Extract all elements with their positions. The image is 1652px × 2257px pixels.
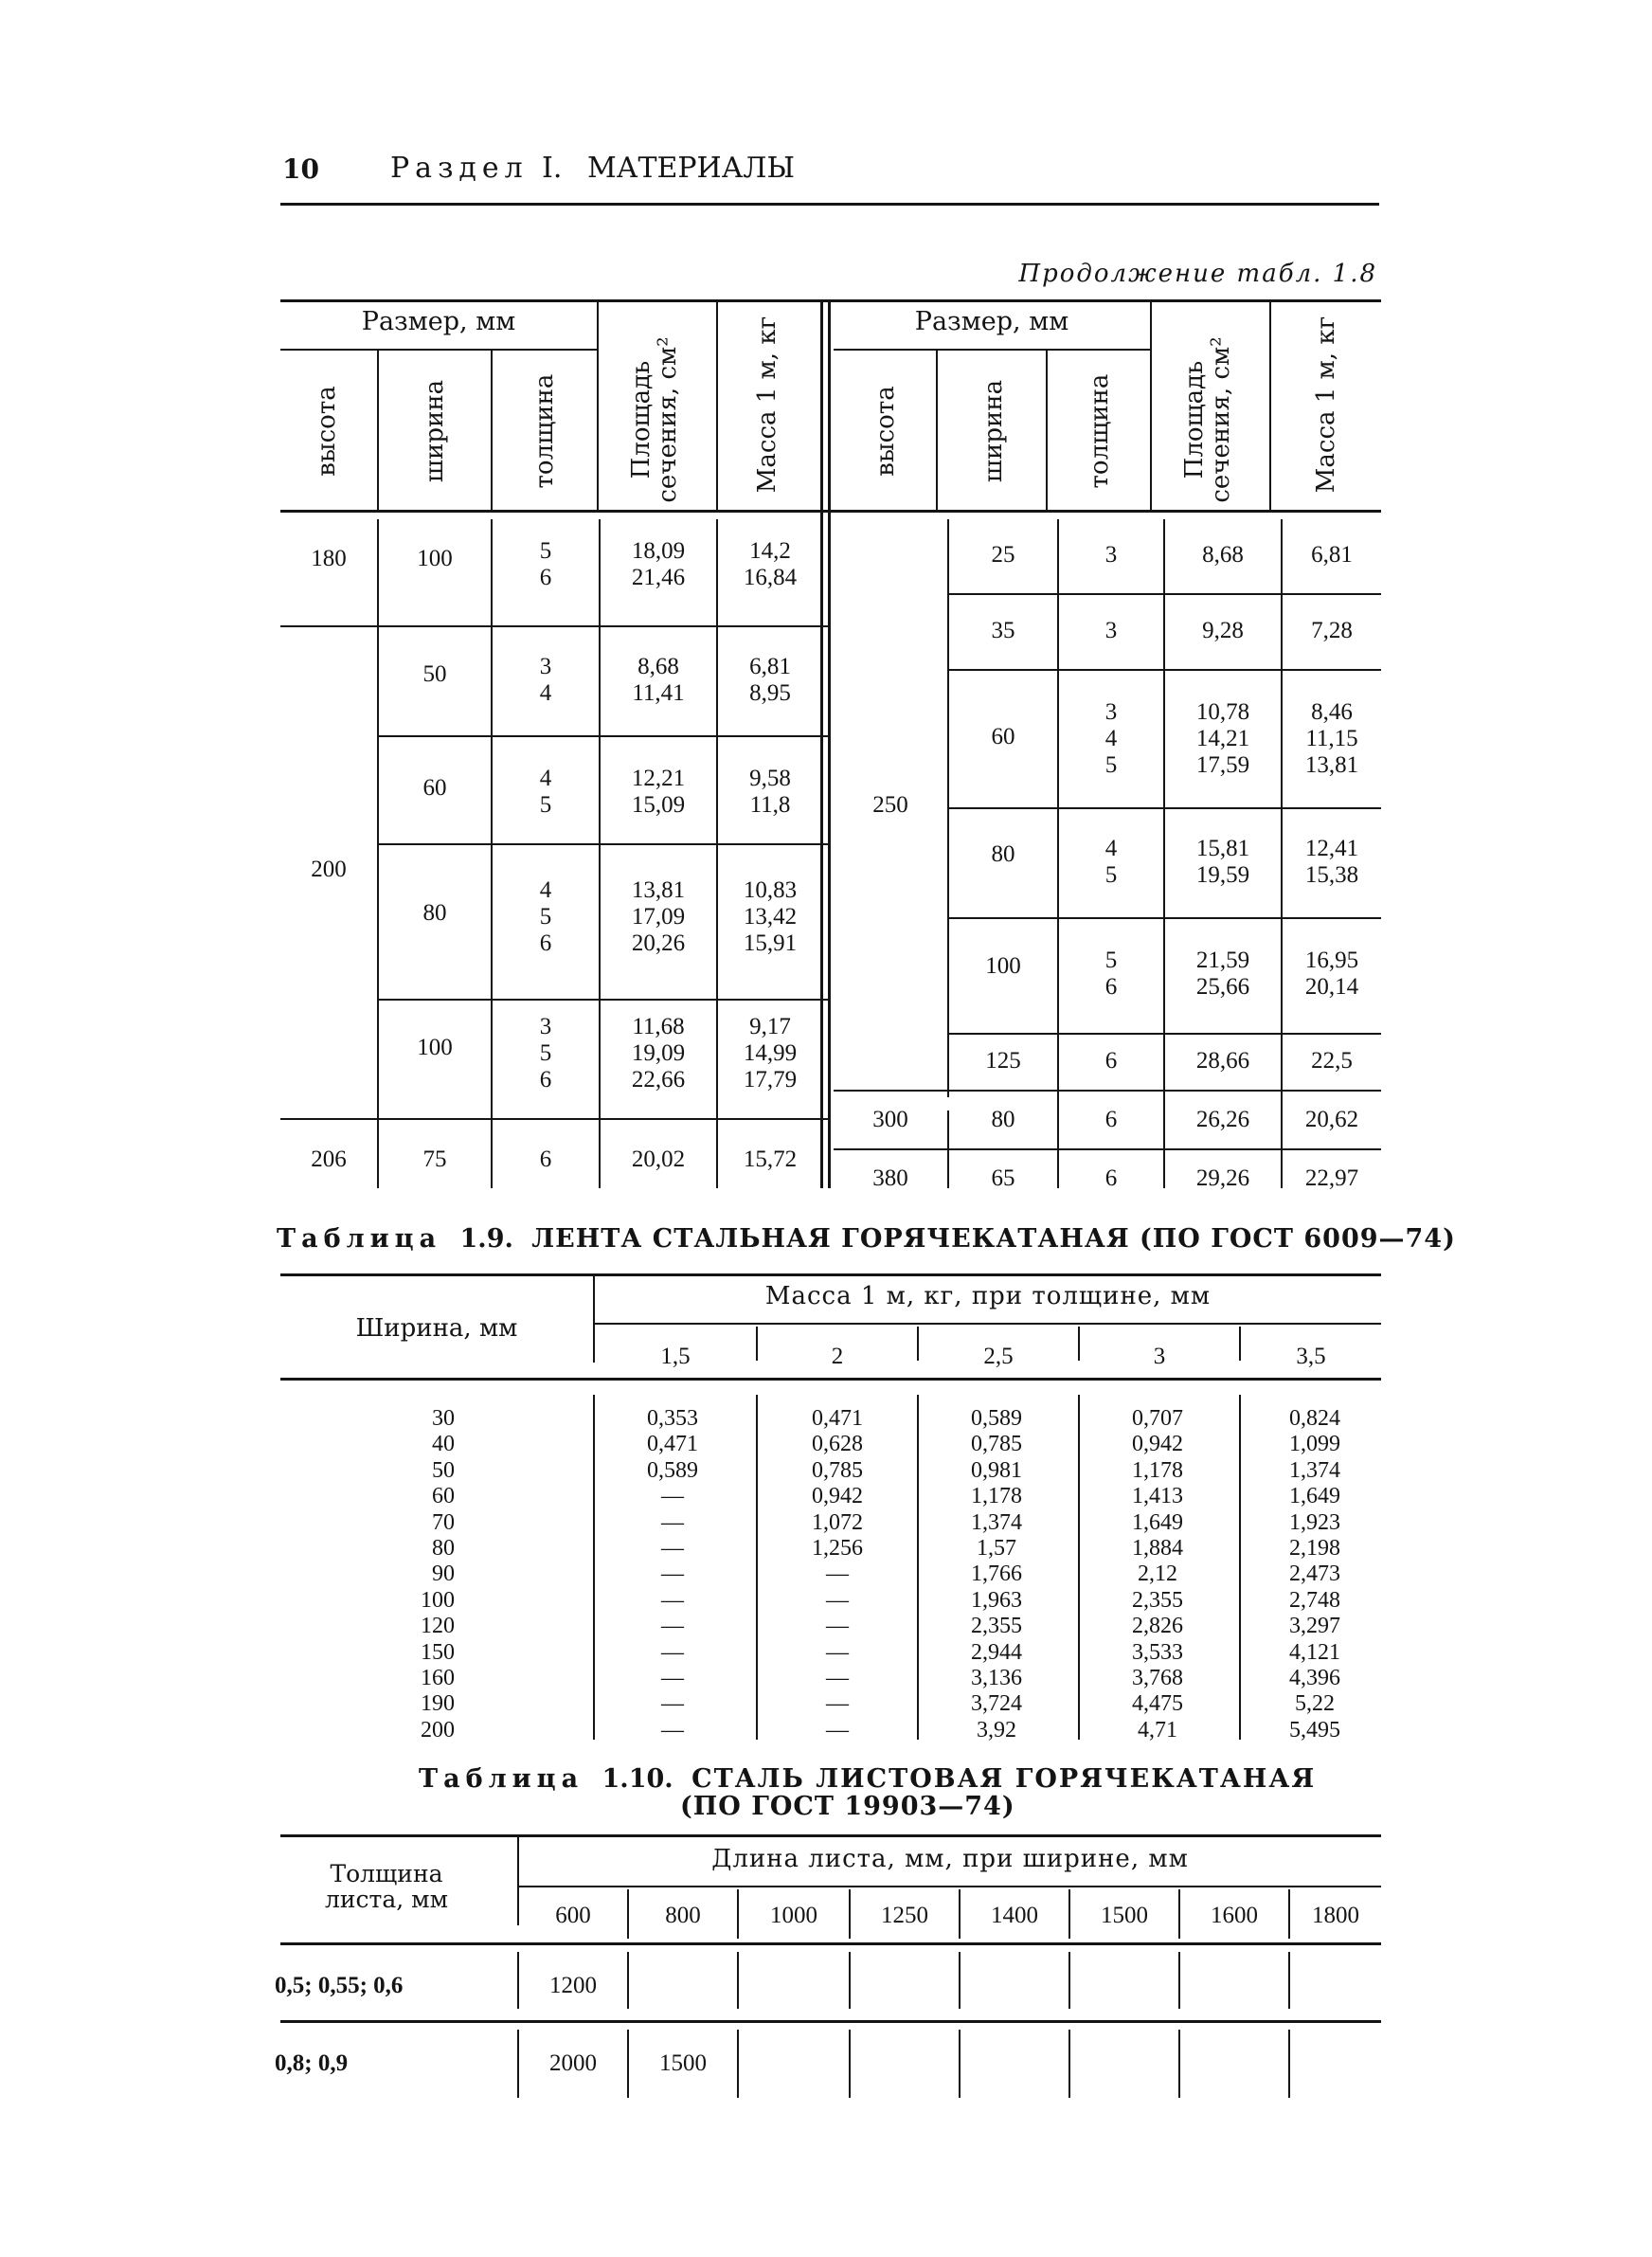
cell-area: 29,26 <box>1195 1165 1250 1191</box>
cell-thickness: 6 <box>1104 1165 1118 1191</box>
cell-area: 21,59 25,66 <box>1195 948 1250 1000</box>
table110-title-line2: (ПО ГОСТ 19903—74) <box>680 1792 1015 1821</box>
header-rule <box>280 203 1379 206</box>
cell-thickness: 0,5; 0,55; 0,6 <box>275 1973 404 1998</box>
t19-width-header: Ширина, мм <box>355 1314 518 1343</box>
cell-thickness: 3 <box>1104 542 1118 568</box>
t18-col-mass-right: Масса 1 м, кг <box>1312 316 1340 494</box>
cell-width: 80 <box>991 841 1015 867</box>
page-number: 10 <box>282 153 319 185</box>
cell-thickness: 4 5 <box>539 766 552 818</box>
t110-width-1500: 1500 <box>1101 1903 1148 1928</box>
cell-width: 100 <box>985 953 1021 979</box>
cell-600: 2000 <box>549 2050 597 2076</box>
cell-thickness: 3 4 <box>539 654 552 706</box>
cell-mass: 15,72 <box>743 1147 798 1172</box>
cell-mass: 10,83 13,42 15,91 <box>743 877 798 956</box>
t110-width-1000: 1000 <box>770 1903 817 1928</box>
cell-thickness: 5 6 <box>1104 948 1118 1000</box>
t19-thickness-2: 2 <box>831 1344 844 1369</box>
cell-width: 50 <box>422 661 447 687</box>
t19-col-3-5: 0,824 1,099 1,374 1,649 1,923 2,198 2,473 2,748 3,297 4,121 4,396 5,22 5,495 <box>1289 1406 1340 1742</box>
table110-label: Таблица <box>419 1764 584 1794</box>
t18-col-mass-left: Масса 1 м, кг <box>753 316 781 494</box>
cell-area: 8,68 <box>1202 542 1244 568</box>
table18-continuation: Продолжение табл. 1.8 <box>1018 260 1377 288</box>
cell-area: 18,09 21,46 <box>631 538 686 590</box>
t18-col-height-left: высота <box>313 386 341 477</box>
table19-title: ЛЕНТА СТАЛЬНАЯ ГОРЯЧЕКАТАНАЯ (ПО ГОСТ 6009—74) <box>531 1224 1456 1254</box>
t18-col-area-right: Площадь сечения, см² <box>1180 336 1235 503</box>
cell-width: 75 <box>422 1147 447 1172</box>
cell-mass: 9,58 11,8 <box>749 766 791 818</box>
t18-size-header-left: Размер, мм <box>361 307 516 336</box>
cell-area: 11,68 19,09 22,66 <box>631 1014 686 1092</box>
table110-caption <box>419 1764 1317 1821</box>
cell-mass: 22,97 <box>1304 1165 1359 1191</box>
cell-thickness: 3 5 6 <box>539 1014 552 1092</box>
section-number: I. <box>542 152 563 185</box>
table19-caption <box>277 1224 1456 1254</box>
cell-height: 180 <box>311 546 347 571</box>
cell-area: 13,81 17,09 20,26 <box>631 877 686 956</box>
cell-area: 9,28 <box>1202 618 1244 643</box>
section-word: Раздел <box>390 152 529 185</box>
t110-thickness-header: Толщина листа, мм <box>324 1860 449 1913</box>
t18-col-thick-left: толщина <box>530 373 559 489</box>
cell-thickness: 4 5 6 <box>539 877 552 956</box>
t19-col-3: 0,707 0,942 1,178 1,413 1,649 1,884 2,12 2,355 2,826 3,533 3,768 4,475 4,71 <box>1132 1406 1183 1742</box>
t19-mass-header: Масса 1 м, кг, при толщине, мм <box>764 1282 1212 1310</box>
cell-width: 65 <box>991 1165 1015 1191</box>
cell-mass: 22,5 <box>1311 1048 1353 1074</box>
cell-800: 1500 <box>659 2050 707 2076</box>
t110-length-header: Длина листа, мм, при ширине, мм <box>711 1845 1189 1873</box>
cell-height: 380 <box>872 1165 908 1191</box>
table19-label: Таблица <box>277 1224 442 1254</box>
cell-thickness: 6 <box>1104 1107 1118 1132</box>
t18-col-height-right: высота <box>871 386 900 477</box>
t18-col-width-right: ширина <box>979 379 1008 483</box>
t18-col-area-left: Площадь сечения, см² <box>627 336 682 503</box>
t110-width-1800: 1800 <box>1312 1903 1359 1928</box>
cell-width: 25 <box>991 542 1015 568</box>
cell-width: 100 <box>417 546 453 571</box>
cell-width: 60 <box>422 775 447 801</box>
t18-col-width-left: ширина <box>421 379 449 483</box>
cell-area: 15,81 19,59 <box>1195 836 1250 888</box>
cell-mass: 6,81 8,95 <box>749 654 791 706</box>
cell-width: 100 <box>417 1035 453 1060</box>
table110-number: 1.10. <box>602 1764 673 1794</box>
t19-col-2-5: 0,589 0,785 0,981 1,178 1,374 1,57 1,766 1,963 2,355 2,944 3,136 3,724 3,92 <box>971 1406 1022 1742</box>
cell-mass: 12,41 15,38 <box>1304 836 1359 888</box>
cell-600: 1200 <box>549 1973 597 1998</box>
t19-col-1-5: 0,353 0,471 0,589 — — — — — — — — — — <box>647 1406 698 1742</box>
cell-thickness: 5 6 <box>539 538 552 590</box>
cell-height: 300 <box>872 1107 908 1132</box>
cell-thickness: 4 5 <box>1104 836 1118 888</box>
cell-height: 250 <box>872 792 908 818</box>
section-title: МАТЕРИАЛЫ <box>587 152 795 185</box>
table110-title-line1: СТАЛЬ ЛИСТОВАЯ ГОРЯЧЕКАТАНАЯ <box>691 1764 1317 1794</box>
cell-thickness: 3 4 5 <box>1104 699 1118 778</box>
cell-mass: 16,95 20,14 <box>1304 948 1359 1000</box>
cell-area: 12,21 15,09 <box>631 766 686 818</box>
t110-width-800: 800 <box>665 1903 701 1928</box>
t19-thickness-3: 3 <box>1153 1344 1166 1369</box>
cell-width: 60 <box>991 724 1015 749</box>
cell-thickness: 3 <box>1104 618 1118 643</box>
cell-area: 26,26 <box>1195 1107 1250 1132</box>
t110-width-1250: 1250 <box>881 1903 928 1928</box>
cell-mass: 9,17 14,99 17,79 <box>743 1014 798 1092</box>
cell-thickness: 0,8; 0,9 <box>275 2050 349 2076</box>
cell-width: 80 <box>991 1107 1015 1132</box>
cell-mass: 20,62 <box>1304 1107 1359 1132</box>
cell-area: 8,68 11,41 <box>632 654 685 706</box>
cell-mass: 7,28 <box>1311 618 1353 643</box>
cell-width: 80 <box>422 900 447 926</box>
t110-width-1400: 1400 <box>991 1903 1038 1928</box>
cell-width: 125 <box>985 1048 1021 1074</box>
cell-height: 206 <box>311 1147 347 1172</box>
cell-area: 10,78 14,21 17,59 <box>1195 699 1250 778</box>
cell-thickness: 6 <box>539 1147 552 1172</box>
t19-widths: 30 40 50 60 70 80 90 100 120 150 160 190 200 <box>421 1406 455 1742</box>
t19-thickness-3-5: 3,5 <box>1296 1344 1326 1369</box>
cell-width: 35 <box>991 618 1015 643</box>
cell-mass: 8,46 11,15 13,81 <box>1304 699 1359 778</box>
t18-size-header-right: Размер, мм <box>914 307 1069 336</box>
cell-mass: 14,2 16,84 <box>743 538 798 590</box>
t19-thickness-1-5: 1,5 <box>660 1344 691 1369</box>
cell-mass: 6,81 <box>1311 542 1353 568</box>
t18-col-thick-right: толщина <box>1086 373 1114 489</box>
t19-thickness-2-5: 2,5 <box>983 1344 1014 1369</box>
cell-area: 20,02 <box>631 1147 686 1172</box>
table19-number: 1.9. <box>459 1224 513 1254</box>
t110-width-600: 600 <box>555 1903 591 1928</box>
t110-width-1600: 1600 <box>1211 1903 1258 1928</box>
cell-height: 200 <box>311 857 347 882</box>
t19-col-2: 0,471 0,628 0,785 0,942 1,072 1,256 — — — — — — — <box>812 1406 863 1742</box>
cell-area: 28,66 <box>1195 1048 1250 1074</box>
cell-thickness: 6 <box>1104 1048 1118 1074</box>
